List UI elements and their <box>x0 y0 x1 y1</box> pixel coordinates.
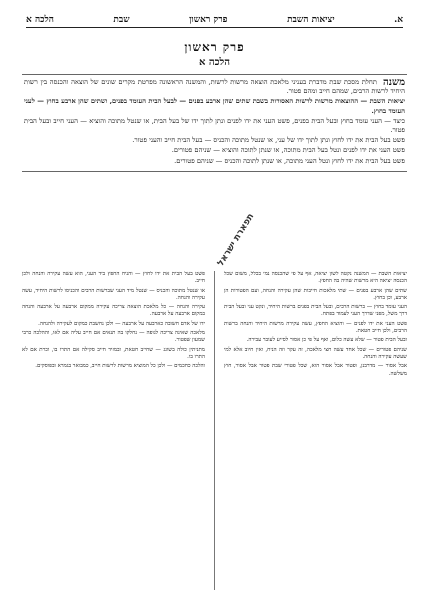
mishnah-intro: תחלת מסכת שבת מדברת בעניני מלאכת הוצאה מרשות לרשות, והמשנה הראשונה מפרטת מקרים שונים של הוצאה והכנסה בין רשות היחיד לרשות הרבים, שמהם חייב ומהם פטור. <box>24 78 405 96</box>
header-page-marker: א. <box>394 14 403 25</box>
header-tractate: שבת <box>113 14 130 25</box>
commentary-paragraph: והלכה כחכמים — ולכן כל המוציא מרשות לרשות חייב, כמבואר בגמרא ובפוסקים. <box>35 363 205 370</box>
commentary-paragraph: או שנטל מתוכה והכניס — שנטל מיד העני שברשות הרבים והכניסו לרשות היחיד, עשה עקירה והנחה. <box>22 287 205 301</box>
commentary-paragraph: עקירה והנחה — כל מלאכת הוצאה צריכה עקירה ממקום ארבעה על ארבעה והנחה במקום ארבעה על ארבעה. <box>22 304 205 318</box>
header-halacha: הלכה א <box>26 14 54 25</box>
mishnah-line: פשט בעל הבית את ידו לחוץ ונטל העני מתוכה, או שנתן לתוכה והכניס — שניהם פטורים. <box>174 156 405 165</box>
halacha-title: הלכה א <box>199 57 230 68</box>
commentary-paragraph: מתניתין כולה בשוגג — שחייב חטאת, ובמזיד חייב סקילה אם התרו בו, וכרת אם לא התרו בו. <box>22 346 205 360</box>
commentary-paragraph: ידו של אדם חשובה כארבעה על ארבעה — ולכן נחשבת כמקום לעקירה ולהנחה. <box>38 320 205 327</box>
commentary-paragraph: פשט בעל הבית את ידו לחוץ — והניח החפץ ביד העני, הוא עשה עקירה והנחה ולכן חייב. <box>22 271 205 285</box>
column-divider <box>214 271 215 590</box>
commentary-paragraph: מלאכה שאינה צריכה לגופה — נחלקו בה תנאים אם חייב עליה אם לאו, וההלכה כרבי שמעון שפטור. <box>22 330 205 344</box>
commentary-paragraph: ובעל הבית פטור — שלא עשה כלום, ואף על פי כן אסור לסייע לעובר עבירה. <box>246 337 407 344</box>
commentary-paragraph: העני עומד בחוץ — ברשות הרבים, ובעל הבית בפנים ברשות היחיד, ונקט עני ובעל הבית דרך משל, מפני שדרך העני לעמוד בפתח. <box>224 304 407 318</box>
publisher-stamp: תפארת ישראל <box>215 211 257 269</box>
commentary-paragraph: פשט העני את ידו לפנים — והוציא החפץ, עשה עקירה מרשות היחיד והנחה ברשות הרבים, ולכן חייב חטאת. <box>224 320 407 335</box>
mishnah-block <box>22 74 407 172</box>
commentary-paragraph: שתים שהן ארבע בפנים — שתי מלאכות חייבות שהן עקירה והנחה, ועם הפטורות הן ארבע, וכן בחוץ. <box>224 287 407 301</box>
commentary-right-column <box>224 271 407 590</box>
mishnah-label: משנה <box>382 77 405 88</box>
header-chapter: פרק ראשון <box>189 14 228 25</box>
running-header <box>26 12 403 28</box>
commentary-left-column <box>22 271 205 590</box>
mishnah-line: פשט העני את ידו לפנים ונטל בעל הבית מתוכה, או שנתן לתוכה והוציא — שניהם פטורים. <box>171 146 405 155</box>
commentary-area <box>22 271 407 590</box>
mishnah-line: כיצד — העני עומד בחוץ ובעל הבית בפנים, פשט העני את ידו לפנים ונתן לתוך ידו של בעל הבית, או שנטל מתוכה והוציא — העני חייב ובעל הבית פטור. <box>24 116 405 135</box>
commentary-paragraph: אבל אסור — מדרבנן, ופטור אבל אסור הוא, שכל פטורי שבת פטור אבל אסור, חוץ משלשה. <box>224 363 407 377</box>
chapter-title: פרק ראשון <box>184 40 245 54</box>
mishnah-line: יציאות השבת — ההוצאות מרשות לרשות האסורות בשבת שתים שהן ארבע בפנים — לבעל הבית העומד בפנים, ושתים שהן ארבע בחוץ — לעני העומד בחוץ. <box>24 97 405 115</box>
header-section: יציאות השבת <box>287 14 335 25</box>
mishnah-line: פשט בעל הבית את ידו לחוץ ונתן לתוך ידו של עני, או שנטל מתוכה והכניס — בעל הבית חייב והעני פטור. <box>132 136 405 145</box>
commentary-paragraph: יציאות השבת — המשנה נקטה לשון יציאה, אף על פי שהכנסה נמי בכלל, משום שכל הכנסה יציאה היא מרשות שהיה בה החפץ. <box>224 271 407 285</box>
commentary-paragraph: שניהם פטורים — שכל אחד עשה חצי מלאכה, זה עקר וזה הניח, ואין חיוב אלא למי שעשה עקירה והנחה. <box>224 346 407 360</box>
